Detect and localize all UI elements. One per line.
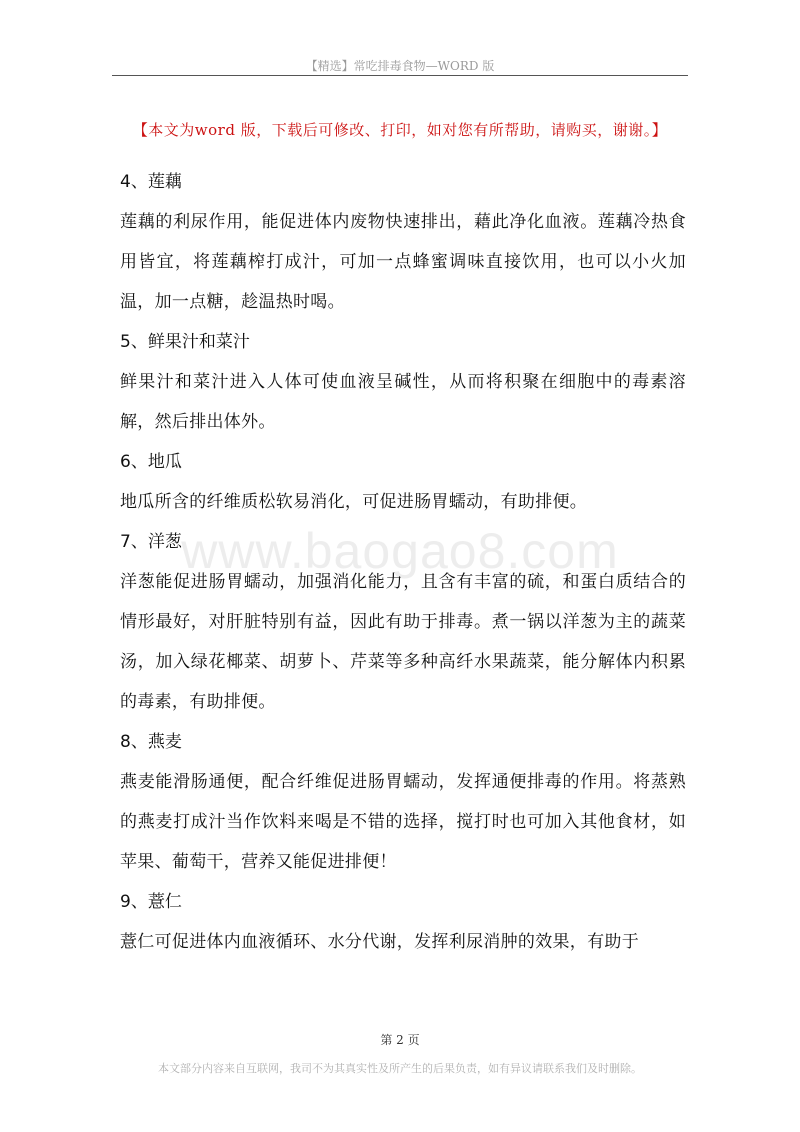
- watermark-text: www.baogao8.com: [181, 523, 619, 579]
- header-divider: [112, 75, 688, 76]
- section-heading: 4、莲藕: [120, 172, 182, 192]
- section-heading: 8、燕麦: [120, 732, 182, 752]
- section-heading: 6、地瓜: [120, 452, 182, 472]
- section-sweet-potato: [120, 442, 686, 522]
- section-paragraph: 洋葱能促进肠胃蠕动，加强消化能力，且含有丰富的硫，和蛋白质结合的情形最好，对肝脏特别有益，因此有助于排毒。煮一锅以洋葱为主的蔬菜汤，加入绿花椰菜、胡萝卜、芹菜等多种高纤水果蔬菜，能分解体内积累的毒素，有助排便。: [120, 572, 686, 712]
- section-onion: [120, 522, 686, 722]
- section-oats: [120, 722, 686, 882]
- footer-disclaimer: 本文部分内容来自互联网，我司不为其真实性及所产生的后果负责，如有异议请联系我们及时删除。: [158, 1062, 642, 1075]
- section-paragraph: 莲藕的利尿作用，能促进体内废物快速排出，藉此净化血液。莲藕冷热食用皆宜，将莲藕榨打成汁，可加一点蜂蜜调味直接饮用，也可以小火加温，加一点糖，趁温热时喝。: [120, 212, 686, 312]
- section-heading: 7、洋葱: [120, 532, 182, 552]
- section-paragraph: 薏仁可促进体内血液循环、水分代谢，发挥利尿消肿的效果，有助于: [120, 932, 639, 952]
- page-number: 第 2 页: [380, 1033, 420, 1047]
- section-lotus-root: [120, 162, 686, 322]
- page-header-title: 【精选】常吃排毒食物—WORD 版: [305, 59, 495, 73]
- purchase-notice: 【本文为word 版，下载后可修改、打印，如对您有所帮助，请购买，谢谢。】: [132, 121, 668, 139]
- section-paragraph: 燕麦能滑肠通便，配合纤维促进肠胃蠕动，发挥通便排毒的作用。将蒸熟的燕麦打成汁当作饮料来喝是不错的选择，搅打时也可加入其他食材，如苹果、葡萄干，营养又能促进排便！: [120, 772, 686, 872]
- section-coix-seed: [120, 882, 686, 962]
- section-paragraph: 鲜果汁和菜汁进入人体可使血液呈碱性，从而将积聚在细胞中的毒素溶解，然后排出体外。: [120, 372, 686, 432]
- section-heading: 9、薏仁: [120, 892, 182, 912]
- section-juice: [120, 322, 686, 442]
- section-paragraph: 地瓜所含的纤维质松软易消化，可促进肠胃蠕动，有助排便。: [120, 492, 588, 512]
- document-body: [120, 162, 686, 962]
- section-heading: 5、鲜果汁和菜汁: [120, 332, 250, 352]
